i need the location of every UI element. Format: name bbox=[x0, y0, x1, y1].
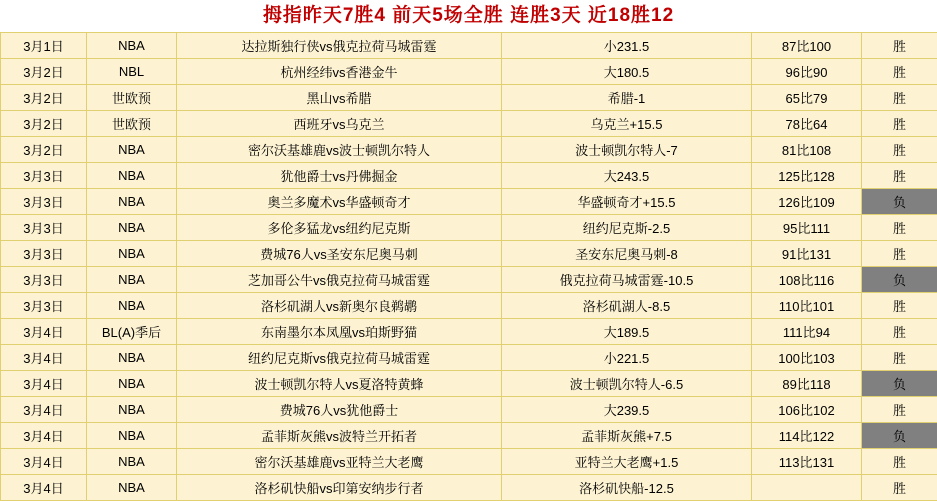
pick-selection: 大189.5 bbox=[502, 319, 752, 345]
pick-selection: 纽约尼克斯-2.5 bbox=[502, 215, 752, 241]
league-name: NBA bbox=[87, 189, 177, 215]
table-row bbox=[1, 345, 937, 371]
final-score: 126比109 bbox=[752, 189, 862, 215]
table-row bbox=[1, 319, 937, 345]
result-badge: 负 bbox=[862, 423, 937, 449]
table-row bbox=[1, 59, 937, 85]
match-date: 3月2日 bbox=[1, 85, 87, 111]
final-score: 108比116 bbox=[752, 267, 862, 293]
league-name: NBA bbox=[87, 293, 177, 319]
result-badge: 负 bbox=[862, 189, 937, 215]
match-date: 3月3日 bbox=[1, 267, 87, 293]
final-score bbox=[752, 475, 862, 501]
match-teams: 芝加哥公牛vs俄克拉荷马城雷霆 bbox=[177, 267, 502, 293]
final-score: 65比79 bbox=[752, 85, 862, 111]
pick-selection: 大243.5 bbox=[502, 163, 752, 189]
match-teams: 费城76人vs犹他爵士 bbox=[177, 397, 502, 423]
table-row bbox=[1, 293, 937, 319]
match-date: 3月3日 bbox=[1, 163, 87, 189]
final-score: 91比131 bbox=[752, 241, 862, 267]
table-row bbox=[1, 33, 937, 59]
pick-selection: 大180.5 bbox=[502, 59, 752, 85]
match-teams: 纽约尼克斯vs俄克拉荷马城雷霆 bbox=[177, 345, 502, 371]
table-row bbox=[1, 85, 937, 111]
match-date: 3月3日 bbox=[1, 293, 87, 319]
league-name: NBA bbox=[87, 371, 177, 397]
final-score: 111比94 bbox=[752, 319, 862, 345]
match-teams: 达拉斯独行侠vs俄克拉荷马城雷霆 bbox=[177, 33, 502, 59]
result-badge: 胜 bbox=[862, 137, 937, 163]
league-name: 世欧预 bbox=[87, 111, 177, 137]
result-badge: 负 bbox=[862, 371, 937, 397]
result-badge: 负 bbox=[862, 267, 937, 293]
pick-selection: 亚特兰大老鹰+1.5 bbox=[502, 449, 752, 475]
picks-table-body bbox=[1, 33, 937, 501]
league-name: NBA bbox=[87, 423, 177, 449]
result-badge: 胜 bbox=[862, 397, 937, 423]
match-date: 3月1日 bbox=[1, 33, 87, 59]
table-row bbox=[1, 163, 937, 189]
table-row bbox=[1, 215, 937, 241]
pick-selection: 圣安东尼奥马刺-8 bbox=[502, 241, 752, 267]
league-name: NBA bbox=[87, 449, 177, 475]
table-row bbox=[1, 267, 937, 293]
league-name: 世欧预 bbox=[87, 85, 177, 111]
match-teams: 黑山vs希腊 bbox=[177, 85, 502, 111]
pick-selection: 波士顿凯尔特人-7 bbox=[502, 137, 752, 163]
final-score: 106比102 bbox=[752, 397, 862, 423]
match-teams: 多伦多猛龙vs纽约尼克斯 bbox=[177, 215, 502, 241]
match-date: 3月4日 bbox=[1, 345, 87, 371]
match-date: 3月2日 bbox=[1, 111, 87, 137]
final-score: 89比118 bbox=[752, 371, 862, 397]
pick-selection: 大239.5 bbox=[502, 397, 752, 423]
result-badge: 胜 bbox=[862, 163, 937, 189]
table-row bbox=[1, 189, 937, 215]
match-date: 3月4日 bbox=[1, 371, 87, 397]
match-teams: 东南墨尔本凤凰vs珀斯野猫 bbox=[177, 319, 502, 345]
match-teams: 费城76人vs圣安东尼奥马刺 bbox=[177, 241, 502, 267]
match-teams: 密尔沃基雄鹿vs波士顿凯尔特人 bbox=[177, 137, 502, 163]
match-teams: 奥兰多魔术vs华盛顿奇才 bbox=[177, 189, 502, 215]
table-row bbox=[1, 423, 937, 449]
final-score: 114比122 bbox=[752, 423, 862, 449]
result-badge: 胜 bbox=[862, 33, 937, 59]
pick-selection: 华盛顿奇才+15.5 bbox=[502, 189, 752, 215]
pick-selection: 小231.5 bbox=[502, 33, 752, 59]
result-badge: 胜 bbox=[862, 293, 937, 319]
match-date: 3月3日 bbox=[1, 189, 87, 215]
match-date: 3月2日 bbox=[1, 137, 87, 163]
final-score: 125比128 bbox=[752, 163, 862, 189]
result-badge: 胜 bbox=[862, 215, 937, 241]
league-name: NBA bbox=[87, 475, 177, 501]
league-name: NBA bbox=[87, 33, 177, 59]
pick-selection: 波士顿凯尔特人-6.5 bbox=[502, 371, 752, 397]
match-date: 3月2日 bbox=[1, 59, 87, 85]
match-date: 3月4日 bbox=[1, 423, 87, 449]
match-date: 3月4日 bbox=[1, 475, 87, 501]
league-name: NBA bbox=[87, 345, 177, 371]
match-teams: 杭州经纬vs香港金牛 bbox=[177, 59, 502, 85]
final-score: 87比100 bbox=[752, 33, 862, 59]
match-teams: 密尔沃基雄鹿vs亚特兰大老鹰 bbox=[177, 449, 502, 475]
match-teams: 洛杉矶湖人vs新奥尔良鹈鹕 bbox=[177, 293, 502, 319]
league-name: NBA bbox=[87, 137, 177, 163]
league-name: NBA bbox=[87, 163, 177, 189]
match-teams: 西班牙vs乌克兰 bbox=[177, 111, 502, 137]
table-row bbox=[1, 371, 937, 397]
result-badge: 胜 bbox=[862, 345, 937, 371]
league-name: NBA bbox=[87, 267, 177, 293]
table-row bbox=[1, 111, 937, 137]
result-badge: 胜 bbox=[862, 241, 937, 267]
match-teams: 波士顿凯尔特人vs夏洛特黄蜂 bbox=[177, 371, 502, 397]
league-name: NBA bbox=[87, 215, 177, 241]
final-score: 78比64 bbox=[752, 111, 862, 137]
result-badge: 胜 bbox=[862, 475, 937, 501]
page-title: 拇指昨天7胜4 前天5场全胜 连胜3天 近18胜12 bbox=[0, 0, 937, 32]
match-date: 3月4日 bbox=[1, 397, 87, 423]
final-score: 96比90 bbox=[752, 59, 862, 85]
table-row bbox=[1, 241, 937, 267]
match-date: 3月3日 bbox=[1, 215, 87, 241]
pick-selection: 孟菲斯灰熊+7.5 bbox=[502, 423, 752, 449]
table-row bbox=[1, 449, 937, 475]
league-name: NBL bbox=[87, 59, 177, 85]
picks-table bbox=[0, 32, 937, 501]
match-teams: 犹他爵士vs丹佛掘金 bbox=[177, 163, 502, 189]
final-score: 81比108 bbox=[752, 137, 862, 163]
match-date: 3月4日 bbox=[1, 449, 87, 475]
result-badge: 胜 bbox=[862, 111, 937, 137]
match-teams: 孟菲斯灰熊vs波特兰开拓者 bbox=[177, 423, 502, 449]
final-score: 100比103 bbox=[752, 345, 862, 371]
pick-selection: 洛杉矶快船-12.5 bbox=[502, 475, 752, 501]
match-date: 3月4日 bbox=[1, 319, 87, 345]
final-score: 113比131 bbox=[752, 449, 862, 475]
table-row bbox=[1, 397, 937, 423]
pick-selection: 乌克兰+15.5 bbox=[502, 111, 752, 137]
final-score: 110比101 bbox=[752, 293, 862, 319]
table-row bbox=[1, 137, 937, 163]
pick-selection: 小221.5 bbox=[502, 345, 752, 371]
league-name: NBA bbox=[87, 397, 177, 423]
final-score: 95比111 bbox=[752, 215, 862, 241]
pick-selection: 希腊-1 bbox=[502, 85, 752, 111]
match-date: 3月3日 bbox=[1, 241, 87, 267]
match-teams: 洛杉矶快船vs印第安纳步行者 bbox=[177, 475, 502, 501]
league-name: BL(A)季后 bbox=[87, 319, 177, 345]
pick-selection: 洛杉矶湖人-8.5 bbox=[502, 293, 752, 319]
league-name: NBA bbox=[87, 241, 177, 267]
table-row bbox=[1, 475, 937, 501]
result-badge: 胜 bbox=[862, 449, 937, 475]
result-badge: 胜 bbox=[862, 319, 937, 345]
result-badge: 胜 bbox=[862, 59, 937, 85]
result-badge: 胜 bbox=[862, 85, 937, 111]
pick-selection: 俄克拉荷马城雷霆-10.5 bbox=[502, 267, 752, 293]
